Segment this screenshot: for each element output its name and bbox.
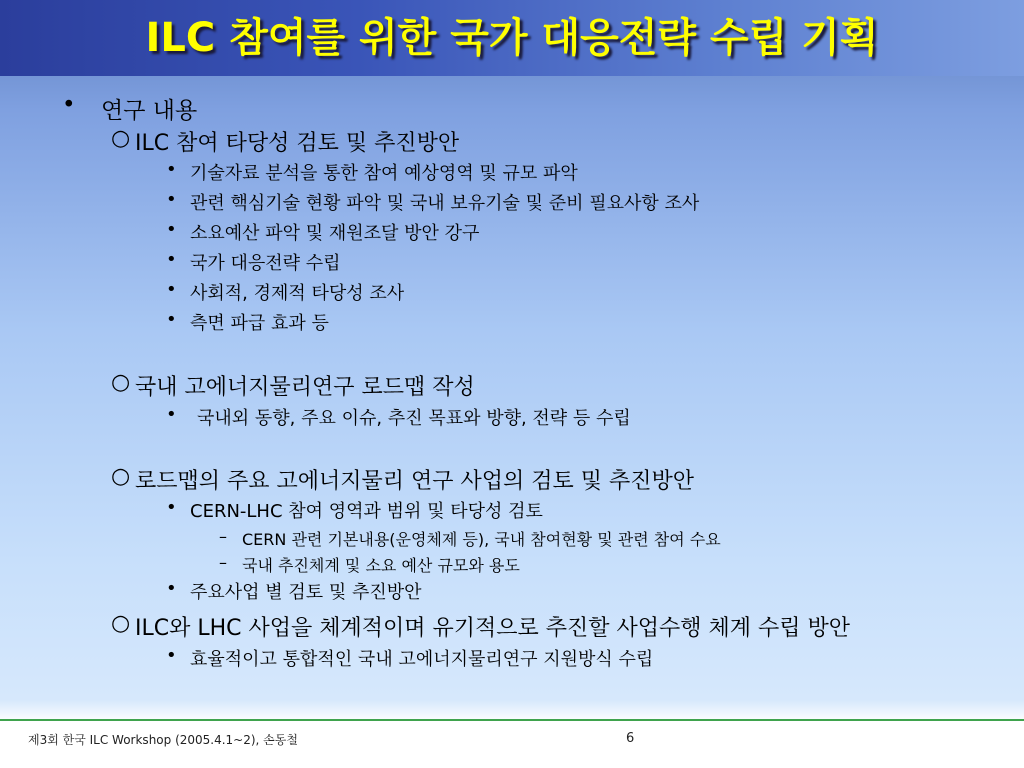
footer-divider <box>0 719 1024 721</box>
list-item-text: 국가 대응전략 수립 <box>190 253 341 274</box>
list-item-text: 기술자료 분석을 통한 참여 예상영역 및 규모 파악 <box>190 163 578 184</box>
list-item-text: 국내외 동향, 주요 이슈, 추진 목표와 방향, 전략 등 수립 <box>197 408 631 429</box>
slide-title: ILC 참여를 위한 국가 대응전략 수립 기획 <box>145 15 879 61</box>
bullet-dot-icon: • <box>166 159 177 180</box>
section-4-heading-text: ILC와 LHC 사업을 체계적이며 유기적으로 추진할 사업수행 체계 수립 방안 <box>135 616 851 641</box>
bullet-dot-icon: • <box>166 189 177 210</box>
section-3-heading-text: 로드맵의 주요 고에너지물리 연구 사업의 검토 및 추진방안 <box>135 469 695 494</box>
footer-text: 제3회 한국 ILC Workshop (2005.4.1~2), 손동철 <box>28 733 298 747</box>
bullet-dot-icon: • <box>166 645 177 666</box>
circle-bullet-icon: ○ <box>111 126 131 151</box>
list-item-text: 소요예산 파악 및 재원조달 방안 강구 <box>190 223 480 244</box>
dash-bullet-icon: – <box>219 553 227 572</box>
circle-bullet-icon: ○ <box>111 370 131 395</box>
dash-bullet-icon: – <box>219 527 227 546</box>
bullet-dot-icon: • <box>166 219 177 240</box>
circle-bullet-icon: ○ <box>111 464 131 489</box>
bullet-dot-icon: • <box>166 578 177 599</box>
list-item-text: 사회적, 경제적 타당성 조사 <box>190 283 405 304</box>
bullet-dot-icon: • <box>166 279 177 300</box>
list-item-text: 효율적이고 통합적인 국내 고에너지물리연구 지원방식 수립 <box>190 649 654 670</box>
section-2-heading-text: 국내 고에너지물리연구 로드맵 작성 <box>135 375 475 400</box>
bullet-dot-icon: • <box>166 249 177 270</box>
bullet-dot-icon: • <box>166 497 177 518</box>
page-number: 6 <box>626 731 635 746</box>
list-item-text: 주요사업 별 검토 및 추진방안 <box>190 582 422 603</box>
sub-list-item-text: 국내 추진체계 및 소요 예산 규모와 용도 <box>242 556 520 575</box>
bullet-dot-icon: • <box>166 404 177 425</box>
bullet-dot-icon: • <box>62 92 76 118</box>
bullet-main-text: 연구 내용 <box>101 98 198 124</box>
bullet-dot-icon: • <box>166 309 177 330</box>
sub-list-item-text: CERN 관련 기본내용(운영체제 등), 국내 참여현황 및 관련 참여 수요 <box>242 530 721 549</box>
section-1-heading-text: ILC 참여 타당성 검토 및 추진방안 <box>135 131 460 156</box>
circle-bullet-icon: ○ <box>111 611 131 636</box>
list-item-text: 관련 핵심기술 현황 파악 및 국내 보유기술 및 준비 필요사항 조사 <box>190 193 700 214</box>
list-item-text: CERN-LHC 참여 영역과 범위 및 타당성 검토 <box>190 501 543 522</box>
list-item-text: 측면 파급 효과 등 <box>190 313 329 334</box>
